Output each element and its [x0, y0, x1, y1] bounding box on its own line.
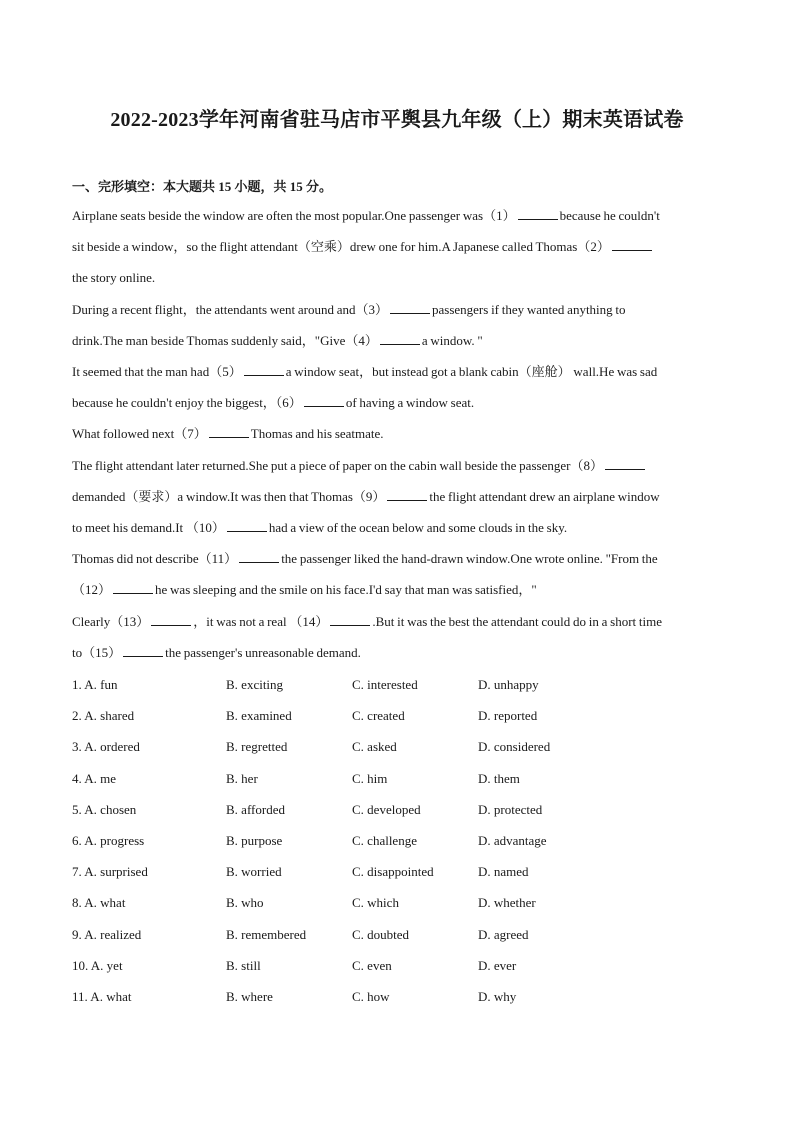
option-choice: 3. A. ordered	[72, 739, 140, 755]
passage-text: a window. "	[421, 332, 483, 348]
answer-blank	[380, 332, 420, 345]
option-choice: 7. A. surprised	[72, 864, 148, 880]
section-heading: 一、完形填空：本大题共 15 小题，共 15 分。	[72, 179, 333, 194]
passage-text: ，it was not a real （14）	[193, 613, 329, 629]
passage-text: The flight attendant later returned.She put a piece of paper on the cabin wall beside the passenger（8）	[72, 457, 603, 473]
passage-text: demanded（要求）a window.It was then that Thomas（9）	[72, 488, 386, 504]
question-row	[72, 919, 722, 950]
option-choice: B. her	[226, 770, 258, 786]
answer-blank	[304, 394, 344, 407]
option-choice: D. why	[478, 988, 517, 1004]
option-choice: D. agreed	[478, 926, 529, 942]
answer-blank	[387, 488, 427, 501]
answer-blank	[239, 550, 279, 563]
option-choice: B. afforded	[226, 801, 285, 817]
passage-text: to（15）	[72, 644, 122, 660]
option-choice: D. reported	[478, 708, 538, 724]
answer-blank	[612, 238, 652, 251]
passage-line	[72, 231, 722, 262]
answer-blank	[113, 581, 153, 594]
option-choice: D. protected	[478, 801, 543, 817]
option-choice: C. which	[352, 895, 399, 911]
passage-line	[72, 512, 722, 543]
option-choice: D. whether	[478, 895, 536, 911]
option-choice: 2. A. shared	[72, 708, 135, 724]
passage-text: It seemed that the man had（5）	[72, 364, 242, 379]
option-choice: 5. A. chosen	[72, 801, 137, 817]
option-choice: B. exciting	[226, 677, 284, 692]
option-choice: C. him	[352, 770, 388, 786]
passage-line	[72, 262, 722, 293]
option-choice: D. them	[478, 770, 520, 786]
passage-text: Thomas and his seatmate.	[250, 426, 384, 442]
question-row	[72, 669, 722, 700]
passage-text: passengers if they wanted anything to	[432, 301, 626, 317]
passage-text: of having a window seat.	[345, 395, 475, 411]
option-choice: 11. A. what	[72, 988, 132, 1004]
passage-text: .But it was the best the attendant could do in a short time	[372, 613, 663, 629]
passage-text: drink.The man beside Thomas suddenly said，"Give（4）	[72, 332, 378, 348]
passage-line	[72, 294, 722, 325]
answer-blank	[605, 457, 645, 470]
passage-text: Airplane seats beside the window are often the most popular.One passenger was（1）	[72, 208, 516, 223]
passage-text: a window seat，but instead got a blank cabin（座舱） wall.He was sad	[285, 364, 658, 379]
option-choice: D. advantage	[478, 832, 547, 848]
option-choice: 10. A. yet	[72, 957, 123, 973]
passage-line	[72, 200, 722, 231]
question-row	[72, 731, 722, 762]
answer-blank	[390, 301, 430, 314]
passage-text: to meet his demand.It （10）	[72, 520, 225, 535]
option-choice: C. doubted	[352, 926, 410, 942]
answer-blank	[244, 363, 284, 376]
passage-line	[72, 450, 722, 481]
option-choice: B. purpose	[226, 832, 283, 848]
option-choice: 8. A. what	[72, 895, 126, 911]
answer-blank	[227, 519, 267, 532]
option-choice: 1. A. fun	[72, 677, 118, 692]
option-choice: 6. A. progress	[72, 832, 145, 848]
option-choice: D. considered	[478, 739, 551, 755]
question-row	[72, 794, 722, 825]
option-choice: C. asked	[352, 739, 397, 755]
option-choice: C. created	[352, 708, 405, 724]
passage-line	[72, 606, 722, 637]
question-row	[72, 700, 722, 731]
option-choice: C. even	[352, 957, 392, 973]
option-choice: D. named	[478, 864, 529, 880]
option-choice: B. where	[226, 988, 273, 1004]
answer-blank	[518, 207, 558, 220]
passage-line	[72, 481, 722, 512]
passage-line	[72, 418, 722, 449]
passage-line	[72, 637, 722, 668]
option-choice: B. remembered	[226, 926, 307, 942]
question-row	[72, 763, 722, 794]
passage-line	[72, 543, 722, 574]
passage-text: the story online.	[72, 270, 156, 286]
passage-text: （12）	[72, 582, 112, 598]
passage-text: had a view of the ocean below and some clouds in the sky.	[268, 520, 568, 535]
question-row	[72, 887, 722, 918]
option-choice: D. ever	[478, 957, 517, 973]
passage-text: the passenger's unreasonable demand.	[165, 644, 361, 660]
option-choice: B. regretted	[226, 739, 288, 755]
answer-options	[72, 669, 722, 1012]
passage-text: Thomas did not describe（11）	[72, 551, 238, 567]
option-choice: B. examined	[226, 708, 292, 724]
question-row	[72, 856, 722, 887]
answer-blank	[151, 613, 191, 626]
question-row	[72, 825, 722, 856]
exam-title: 2022-2023学年河南省驻马店市平舆县九年级（上）期末英语试卷	[110, 109, 684, 131]
question-row	[72, 950, 722, 981]
passage-text: he was sleeping and the smile on his face.I'd say that man was satisfied，"	[155, 582, 537, 598]
option-choice: C. how	[352, 988, 390, 1004]
answer-blank	[330, 613, 370, 626]
passage-text: the passenger liked the hand-drawn window.One wrote online. "From the	[281, 551, 658, 567]
passage-text: During a recent flight，the attendants went around and（3）	[72, 301, 388, 317]
option-choice: C. interested	[352, 677, 418, 692]
answer-blank	[123, 644, 163, 657]
passage-line	[72, 325, 722, 356]
option-choice: D. unhappy	[478, 677, 539, 692]
passage-text: because he couldn't	[559, 208, 660, 223]
passage-line	[72, 356, 722, 387]
option-choice: C. developed	[352, 801, 421, 817]
passage-text: the flight attendant drew an airplane window	[429, 488, 660, 504]
option-choice: B. still	[226, 957, 261, 973]
passage-text: What followed next（7）	[72, 426, 207, 442]
answer-blank	[209, 425, 249, 438]
option-choice: B. worried	[226, 864, 282, 880]
option-choice: C. challenge	[352, 832, 417, 848]
option-choice: 4. A. me	[72, 770, 117, 786]
option-choice: C. disappointed	[352, 864, 434, 880]
option-choice: B. who	[226, 895, 264, 911]
passage-text: Clearly（13）	[72, 613, 150, 629]
passage-text: sit beside a window，so the flight attendant（空乘）drew one for him.A Japanese called Thomas（2）	[72, 239, 610, 255]
passage-line	[72, 574, 722, 605]
passage-text: because he couldn't enjoy the biggest，（6）	[72, 395, 302, 411]
option-choice: 9. A. realized	[72, 926, 142, 942]
passage-line	[72, 387, 722, 418]
question-row	[72, 981, 722, 1012]
